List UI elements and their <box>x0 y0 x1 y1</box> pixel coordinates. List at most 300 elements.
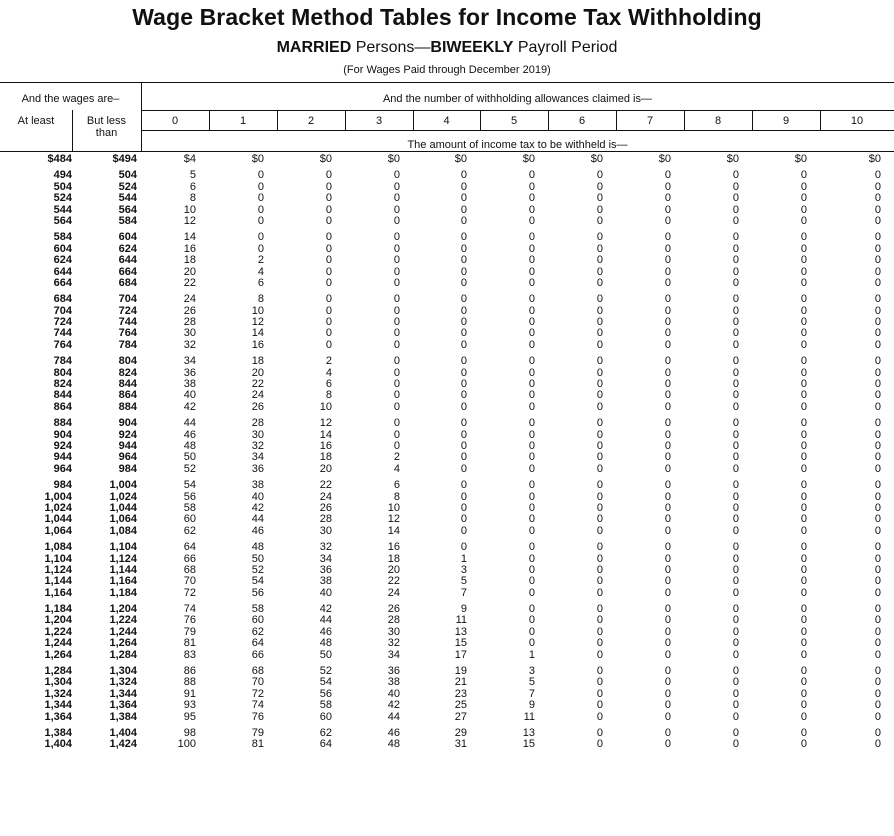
tax-amount-cell: 0 <box>393 389 400 402</box>
wage-at-least: 664 <box>53 276 72 289</box>
tax-amount-cell: 91 <box>183 687 196 700</box>
tax-amount-cell: 0 <box>664 563 671 576</box>
tax-amount-cell: 34 <box>319 552 332 565</box>
allowance-col-header: 3 <box>375 115 383 127</box>
wage-but-less: $494 <box>112 153 137 165</box>
tax-amount-cell: 29 <box>454 726 467 739</box>
tax-amount-cell: 0 <box>732 338 739 351</box>
tax-amount-cell: 48 <box>387 738 400 751</box>
wage-at-least: 984 <box>53 479 72 492</box>
tax-amount-cell: 0 <box>732 265 739 278</box>
tax-amount-cell: 0 <box>596 575 603 588</box>
tax-amount-cell: 0 <box>874 180 881 193</box>
tax-amount-cell: 0 <box>460 316 467 329</box>
wage-but-less: 784 <box>118 338 137 351</box>
wage-at-least: 824 <box>53 378 72 391</box>
table-row <box>0 418 894 429</box>
tax-amount-cell: 34 <box>251 451 264 464</box>
tax-amount-cell: 0 <box>596 203 603 216</box>
tax-amount-cell: 0 <box>874 513 881 526</box>
tax-amount-cell: 0 <box>800 552 807 565</box>
tax-amount-cell: 86 <box>183 665 196 678</box>
wage-at-least: 1,364 <box>44 710 72 723</box>
tax-amount-cell: 0 <box>732 524 739 537</box>
tax-amount-cell: 0 <box>800 338 807 351</box>
tax-amount-cell: 0 <box>393 400 400 413</box>
tax-amount-cell: 0 <box>664 586 671 599</box>
tax-amount-cell: 28 <box>251 417 264 430</box>
tax-amount-cell: 0 <box>732 316 739 329</box>
tax-amount-cell: 42 <box>387 699 400 712</box>
tax-amount-cell: 16 <box>319 439 332 452</box>
tax-amount-cell: 44 <box>251 513 264 526</box>
wage-but-less: 604 <box>118 231 137 244</box>
tax-amount-cell: 18 <box>319 451 332 464</box>
row-group <box>0 666 894 723</box>
wage-at-least: 644 <box>53 265 72 278</box>
tax-amount-cell: 0 <box>596 192 603 205</box>
allowance-numbers-rule <box>141 130 894 131</box>
tax-amount-cell: 0 <box>800 389 807 402</box>
tax-amount-cell: 0 <box>596 417 603 430</box>
tax-amount-cell: 52 <box>319 665 332 678</box>
wage-at-least: 924 <box>53 439 72 452</box>
tax-amount-cell: 0 <box>800 586 807 599</box>
tax-amount-cell: 0 <box>460 490 467 503</box>
table-row <box>0 739 894 750</box>
tax-amount-cell: 4 <box>325 366 332 379</box>
tax-amount-cell: 0 <box>528 355 535 368</box>
tax-amount-cell: 0 <box>874 575 881 588</box>
tax-amount-cell: 0 <box>874 451 881 464</box>
tax-amount-cell: 62 <box>183 524 196 537</box>
tax-amount-cell: 0 <box>460 439 467 452</box>
tax-amount-cell: 0 <box>393 439 400 452</box>
tax-amount-cell: 0 <box>596 603 603 616</box>
tax-amount-cell: 26 <box>319 501 332 514</box>
wage-at-least: 784 <box>53 355 72 368</box>
tax-amount-cell: 1 <box>528 648 535 661</box>
tax-amount-cell: 12 <box>387 513 400 526</box>
tax-amount-cell: 64 <box>319 738 332 751</box>
tax-amount-cell: 24 <box>251 389 264 402</box>
tax-amount-cell: 12 <box>183 214 196 227</box>
tax-amount-cell: 0 <box>664 524 671 537</box>
row-group <box>0 170 894 227</box>
tax-amount-cell: 22 <box>183 276 196 289</box>
row-group <box>0 480 894 537</box>
wage-but-less: 1,064 <box>109 513 137 526</box>
tax-amount-cell: 58 <box>183 501 196 514</box>
tax-amount-cell: 0 <box>460 203 467 216</box>
tax-amount-cell: 4 <box>257 265 264 278</box>
table-row <box>0 356 894 367</box>
tax-amount-cell: 0 <box>528 400 535 413</box>
tax-amount-cell: 0 <box>460 417 467 430</box>
tax-amount-cell: 0 <box>800 637 807 650</box>
tax-amount-cell: 0 <box>874 304 881 317</box>
tax-amount-cell: 13 <box>522 726 535 739</box>
tax-amount-cell: $4 <box>183 153 196 165</box>
tax-amount-cell: 52 <box>251 563 264 576</box>
tax-amount-cell: 0 <box>460 541 467 554</box>
tax-amount-cell: 0 <box>596 501 603 514</box>
tax-amount-cell: 32 <box>387 637 400 650</box>
wage-but-less: 1,184 <box>109 586 137 599</box>
tax-amount-cell: 0 <box>664 293 671 306</box>
tax-amount-cell: 0 <box>596 687 603 700</box>
tax-amount-cell: 0 <box>664 304 671 317</box>
table-row <box>0 638 894 649</box>
tax-amount-cell: 0 <box>664 439 671 452</box>
tax-amount-cell: 62 <box>251 625 264 638</box>
tax-amount-cell: 46 <box>183 428 196 441</box>
tax-amount-cell: 93 <box>183 699 196 712</box>
tax-amount-cell: 0 <box>664 378 671 391</box>
wage-but-less: 764 <box>118 327 137 340</box>
tax-amount-cell: 0 <box>596 355 603 368</box>
allowance-col-header: 1 <box>239 115 247 127</box>
tax-amount-cell: 16 <box>183 242 196 255</box>
tax-amount-cell: 0 <box>874 665 881 678</box>
wage-at-least: 804 <box>53 366 72 379</box>
wage-at-least: 624 <box>53 254 72 267</box>
table-row <box>0 154 894 165</box>
tax-amount-cell: 28 <box>319 513 332 526</box>
tax-amount-cell: 10 <box>319 400 332 413</box>
tax-amount-cell: 20 <box>387 563 400 576</box>
filing-status: MARRIED <box>276 39 352 56</box>
tax-amount-cell: 0 <box>800 355 807 368</box>
tax-amount-cell: 0 <box>325 265 332 278</box>
tax-amount-cell: 0 <box>664 180 671 193</box>
tax-amount-cell: 0 <box>596 524 603 537</box>
wage-at-least: 604 <box>53 242 72 255</box>
tax-amount-cell: 0 <box>325 276 332 289</box>
tax-amount-cell: 7 <box>528 687 535 700</box>
allowance-col-header: 5 <box>510 115 518 127</box>
tax-amount-cell: 0 <box>664 676 671 689</box>
row-group <box>0 154 894 165</box>
tax-amount-cell: 0 <box>800 451 807 464</box>
tax-amount-cell: 21 <box>454 676 467 689</box>
tax-amount-cell: 36 <box>319 563 332 576</box>
tax-amount-cell: 50 <box>319 648 332 661</box>
tax-amount-cell: 42 <box>183 400 196 413</box>
tax-amount-cell: 0 <box>664 169 671 182</box>
tax-amount-cell: 0 <box>596 180 603 193</box>
tax-amount-cell: 0 <box>596 586 603 599</box>
wage-but-less: 1,324 <box>109 676 137 689</box>
tax-amount-cell: 0 <box>325 327 332 340</box>
tax-amount-cell: 0 <box>596 439 603 452</box>
tax-amount-cell: 19 <box>454 665 467 678</box>
tax-amount-cell: 0 <box>664 265 671 278</box>
tax-amount-cell: 66 <box>251 648 264 661</box>
tax-amount-cell: 100 <box>177 738 196 751</box>
tax-amount-cell: 0 <box>874 327 881 340</box>
tax-amount-cell: 30 <box>183 327 196 340</box>
tax-amount-cell: 5 <box>189 169 196 182</box>
allowance-col-header: 0 <box>171 115 179 127</box>
tax-amount-cell: 20 <box>183 265 196 278</box>
tax-amount-cell: 0 <box>460 355 467 368</box>
tax-amount-cell: 0 <box>460 276 467 289</box>
tax-amount-cell: 0 <box>528 462 535 475</box>
tax-amount-cell: 0 <box>874 603 881 616</box>
tax-amount-cell: 0 <box>664 327 671 340</box>
tax-amount-cell: 0 <box>664 490 671 503</box>
tax-amount-cell: 0 <box>732 586 739 599</box>
tax-amount-cell: 0 <box>874 203 881 216</box>
tax-amount-cell: 0 <box>596 490 603 503</box>
tax-amount-cell: $0 <box>251 153 264 165</box>
tax-amount-cell: 0 <box>800 293 807 306</box>
tax-amount-cell: 0 <box>596 327 603 340</box>
tax-amount-cell: 0 <box>596 254 603 267</box>
tax-amount-cell: 0 <box>528 366 535 379</box>
row-group <box>0 542 894 599</box>
tax-amount-cell: 62 <box>319 726 332 739</box>
tax-amount-cell: 0 <box>800 254 807 267</box>
tax-amount-cell: 0 <box>874 355 881 368</box>
tax-amount-cell: 74 <box>183 603 196 616</box>
tax-amount-cell: 34 <box>183 355 196 368</box>
tax-amount-cell: 0 <box>732 625 739 638</box>
tax-amount-cell: 4 <box>393 462 400 475</box>
tax-amount-cell: 0 <box>460 304 467 317</box>
tax-amount-cell: 3 <box>460 563 467 576</box>
tax-amount-cell: 44 <box>319 614 332 627</box>
wage-but-less: 504 <box>118 169 137 182</box>
wage-but-less: 1,104 <box>109 541 137 554</box>
wage-but-less: 964 <box>118 451 137 464</box>
wage-but-less: 724 <box>118 304 137 317</box>
wage-at-least: 724 <box>53 316 72 329</box>
tax-amount-cell: 0 <box>732 726 739 739</box>
tax-amount-cell: 0 <box>800 614 807 627</box>
tax-amount-cell: 46 <box>387 726 400 739</box>
tax-amount-cell: 0 <box>800 541 807 554</box>
tax-amount-cell: 0 <box>732 327 739 340</box>
wage-at-least: 1,304 <box>44 676 72 689</box>
tax-amount-cell: 0 <box>596 738 603 751</box>
tax-amount-cell: 9 <box>460 603 467 616</box>
tax-amount-cell: 0 <box>664 366 671 379</box>
tax-amount-cell: 60 <box>251 614 264 627</box>
tax-amount-cell: 0 <box>874 169 881 182</box>
row-group <box>0 604 894 661</box>
tax-amount-cell: 0 <box>800 490 807 503</box>
tax-amount-cell: 0 <box>393 276 400 289</box>
tax-amount-cell: 0 <box>528 293 535 306</box>
tax-amount-cell: 0 <box>596 726 603 739</box>
tax-amount-cell: 0 <box>528 439 535 452</box>
tax-amount-cell: 0 <box>800 603 807 616</box>
tax-amount-cell: 0 <box>874 524 881 537</box>
wage-but-less: 544 <box>118 192 137 205</box>
tax-amount-cell: 0 <box>460 338 467 351</box>
tax-amount-cell: 0 <box>393 327 400 340</box>
tax-amount-cell: 0 <box>732 541 739 554</box>
tax-amount-cell: 0 <box>257 169 264 182</box>
tax-amount-cell: 0 <box>393 366 400 379</box>
tax-amount-cell: 22 <box>387 575 400 588</box>
tax-amount-cell: 42 <box>251 501 264 514</box>
wage-but-less: 1,144 <box>109 563 137 576</box>
table-row <box>0 576 894 587</box>
tax-amount-cell: 24 <box>319 490 332 503</box>
tax-amount-cell: 0 <box>664 192 671 205</box>
wage-at-least: 1,404 <box>44 738 72 751</box>
table-row <box>0 514 894 525</box>
wage-at-least: 564 <box>53 214 72 227</box>
row-group <box>0 294 894 351</box>
tax-amount-cell: 0 <box>596 389 603 402</box>
wage-at-least: 844 <box>53 389 72 402</box>
tax-amount-cell: 0 <box>732 254 739 267</box>
tax-amount-cell: 0 <box>460 265 467 278</box>
tax-amount-cell: 0 <box>664 625 671 638</box>
tax-amount-cell: 0 <box>528 254 535 267</box>
tax-amount-cell: 25 <box>454 699 467 712</box>
tax-amount-cell: 0 <box>460 180 467 193</box>
tax-amount-cell: 0 <box>800 575 807 588</box>
tax-amount-cell: 0 <box>874 490 881 503</box>
tax-amount-cell: 24 <box>183 293 196 306</box>
tax-amount-cell: 0 <box>528 575 535 588</box>
tax-amount-cell: 26 <box>183 304 196 317</box>
tax-amount-cell: 0 <box>874 417 881 430</box>
tax-amount-cell: 0 <box>460 293 467 306</box>
tax-amount-cell: 0 <box>664 603 671 616</box>
tax-amount-cell: 0 <box>732 304 739 317</box>
tax-amount-cell: 54 <box>251 575 264 588</box>
tax-amount-cell: 60 <box>319 710 332 723</box>
wage-at-least: 684 <box>53 293 72 306</box>
tax-amount-cell: 72 <box>183 586 196 599</box>
tax-amount-cell: 0 <box>596 563 603 576</box>
tax-amount-cell: 0 <box>664 203 671 216</box>
tax-amount-cell: 0 <box>874 316 881 329</box>
wage-but-less: 1,384 <box>109 710 137 723</box>
tax-amount-cell: 30 <box>387 625 400 638</box>
wage-but-less: 644 <box>118 254 137 267</box>
tax-amount-cell: 0 <box>460 169 467 182</box>
tax-amount-cell: 0 <box>325 242 332 255</box>
tax-amount-cell: 0 <box>874 276 881 289</box>
tax-amount-cell: 0 <box>732 214 739 227</box>
tax-amount-cell: 0 <box>528 169 535 182</box>
tax-amount-cell: 0 <box>528 490 535 503</box>
tax-amount-cell: 0 <box>528 451 535 464</box>
tax-amount-cell: 0 <box>732 366 739 379</box>
wage-at-least: 1,204 <box>44 614 72 627</box>
tax-amount-cell: 0 <box>874 738 881 751</box>
tax-amount-cell: 30 <box>319 524 332 537</box>
subtitle-text-1: Persons— <box>351 39 431 56</box>
tax-amount-cell: 0 <box>732 439 739 452</box>
tax-amount-cell: 0 <box>596 676 603 689</box>
tax-amount-cell: 0 <box>874 338 881 351</box>
tax-amount-cell: 0 <box>874 400 881 413</box>
tax-amount-cell: 0 <box>596 625 603 638</box>
tax-amount-cell: 38 <box>183 378 196 391</box>
tax-amount-cell: 0 <box>732 552 739 565</box>
tax-amount-cell: 0 <box>257 203 264 216</box>
tax-amount-cell: 0 <box>325 180 332 193</box>
table-row <box>0 526 894 537</box>
tax-amount-cell: 70 <box>183 575 196 588</box>
tax-amount-cell: 0 <box>528 231 535 244</box>
tax-amount-cell: 13 <box>454 625 467 638</box>
wage-but-less: 1,164 <box>109 575 137 588</box>
tax-amount-cell: 0 <box>596 552 603 565</box>
wage-but-less: 704 <box>118 293 137 306</box>
allowance-col-header: 8 <box>714 115 722 127</box>
tax-amount-cell: 0 <box>460 451 467 464</box>
tax-amount-cell: 0 <box>393 254 400 267</box>
tax-amount-cell: 0 <box>393 355 400 368</box>
tax-amount-cell: 0 <box>800 665 807 678</box>
tax-amount-cell: 0 <box>874 687 881 700</box>
tax-amount-cell: 0 <box>664 637 671 650</box>
tax-amount-cell: 0 <box>664 614 671 627</box>
wage-but-less: 1,404 <box>109 726 137 739</box>
tax-amount-cell: 0 <box>393 428 400 441</box>
tax-amount-cell: 0 <box>800 366 807 379</box>
tax-amount-cell: 0 <box>732 614 739 627</box>
but-less-header: But less <box>86 115 127 127</box>
tax-amount-cell: 0 <box>596 378 603 391</box>
table-row <box>0 193 894 204</box>
table-row <box>0 588 894 599</box>
tax-amount-cell: $0 <box>658 153 671 165</box>
tax-amount-cell: 0 <box>664 417 671 430</box>
tax-amount-cell: 0 <box>874 192 881 205</box>
tax-amount-cell: 24 <box>387 586 400 599</box>
tax-amount-cell: 2 <box>325 355 332 368</box>
tax-amount-cell: 76 <box>251 710 264 723</box>
wage-at-least: 1,284 <box>44 665 72 678</box>
tax-amount-cell: 46 <box>251 524 264 537</box>
tax-amount-cell: 0 <box>393 214 400 227</box>
tax-amount-cell: 0 <box>732 490 739 503</box>
tax-amount-cell: 0 <box>528 637 535 650</box>
tax-amount-cell: 0 <box>596 366 603 379</box>
tax-amount-cell: 0 <box>460 479 467 492</box>
tax-amount-cell: 0 <box>528 316 535 329</box>
tax-amount-cell: 0 <box>732 417 739 430</box>
wage-at-least: 1,384 <box>44 726 72 739</box>
wage-but-less: 1,344 <box>109 687 137 700</box>
wage-at-least: 1,044 <box>44 513 72 526</box>
tax-amount-cell: 0 <box>460 378 467 391</box>
tax-amount-cell: 0 <box>393 338 400 351</box>
tax-amount-cell: 0 <box>664 338 671 351</box>
wage-but-less: 1,044 <box>109 501 137 514</box>
tax-amount-cell: 56 <box>319 687 332 700</box>
wage-at-least: 764 <box>53 338 72 351</box>
tax-amount-cell: 76 <box>183 614 196 627</box>
tax-amount-cell: 0 <box>800 417 807 430</box>
tax-amount-cell: 0 <box>874 501 881 514</box>
tax-amount-cell: 0 <box>874 541 881 554</box>
tax-amount-cell: 0 <box>874 552 881 565</box>
tax-amount-cell: 0 <box>528 338 535 351</box>
tax-amount-cell: 17 <box>454 648 467 661</box>
tax-amount-cell: $0 <box>387 153 400 165</box>
